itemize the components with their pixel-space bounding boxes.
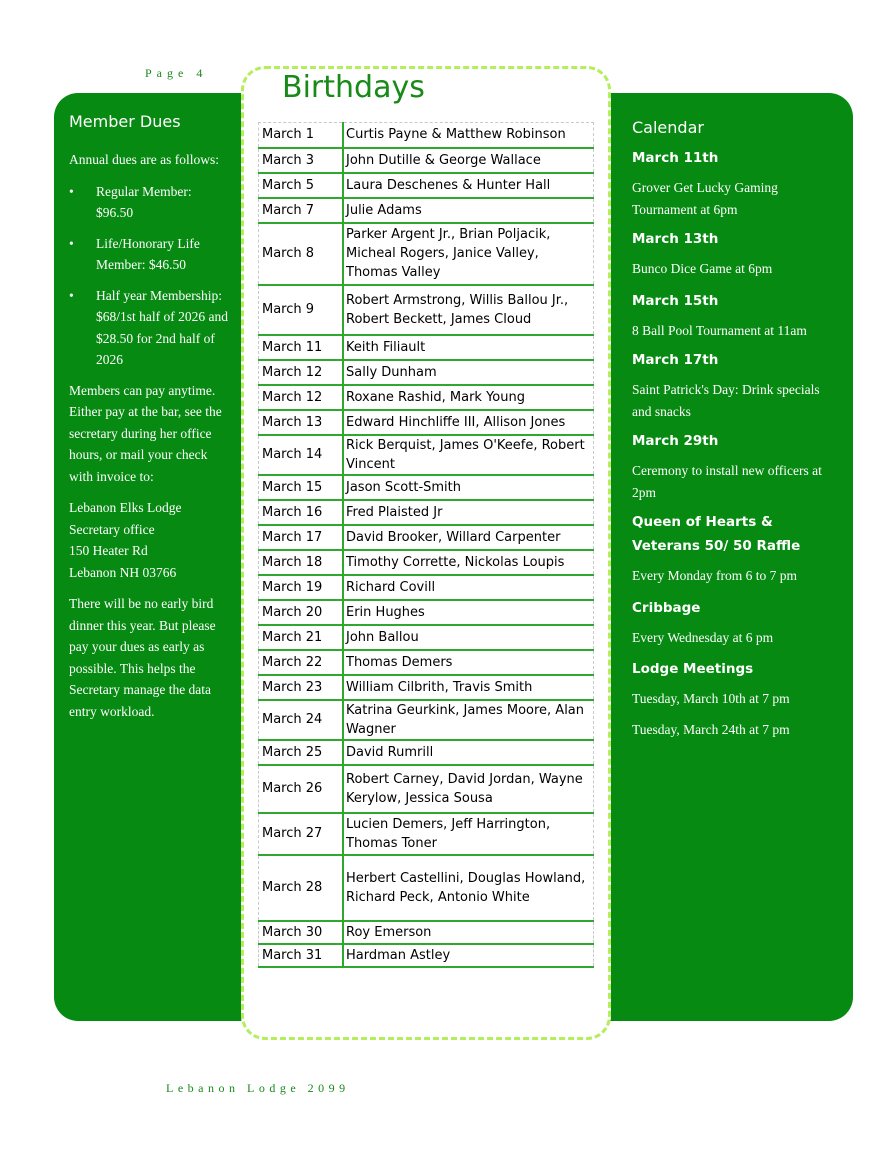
birthday-row [259, 765, 594, 813]
birthday-row [259, 813, 594, 855]
birthday-date: March 3 [259, 148, 344, 173]
birthday-date: March 13 [259, 410, 344, 435]
birthday-date: March 24 [259, 700, 344, 740]
birthday-names: Julie Adams [343, 198, 594, 223]
dues-item: • Half year Membership: $68/1st half of 2026 and $28.50 for 2nd half of 2026 [69, 285, 229, 371]
birthday-date: March 28 [259, 855, 344, 921]
birthday-names: Sally Dunham [343, 360, 594, 385]
birthday-names: John Ballou [343, 625, 594, 650]
member-dues-section [69, 112, 229, 732]
birthday-row [259, 475, 594, 500]
birthday-names: Timothy Corrette, Nickolas Loupis [343, 550, 594, 575]
page-number: Page 4 [145, 66, 208, 80]
event-date: March 15th [632, 292, 719, 309]
birthday-names: David Rumrill [343, 740, 594, 765]
bullet-icon: • [69, 287, 74, 303]
member-dues-heading: Member Dues [69, 112, 181, 131]
birthday-names: Roxane Rashid, Mark Young [343, 385, 594, 410]
raffle-heading-line1: Queen of Hearts & [632, 514, 773, 530]
dues-note: There will be no early bird dinner this year. But please pay your dues as early as possible. This helps the Secretary manage the data entry workload. [69, 596, 216, 719]
birthday-date: March 5 [259, 173, 344, 198]
birthday-row [259, 944, 594, 967]
bullet-icon: • [69, 235, 74, 251]
birthday-row [259, 700, 594, 740]
birthdays-table [258, 122, 594, 968]
birthday-date: March 11 [259, 335, 344, 360]
birthday-row [259, 855, 594, 921]
birthday-row [259, 360, 594, 385]
birthday-date: March 30 [259, 921, 344, 944]
event-description: 8 Ball Pool Tournament at 11am [632, 322, 807, 338]
birthday-names: Laura Deschenes & Hunter Hall [343, 173, 594, 198]
birthday-names: John Dutille & George Wallace [343, 148, 594, 173]
birthday-date: March 15 [259, 475, 344, 500]
event-description: Bunco Dice Game at 6pm [632, 261, 773, 276]
bullet-icon: • [69, 183, 74, 199]
dues-intro: Annual dues are as follows: [69, 152, 219, 167]
birthday-date: March 27 [259, 813, 344, 855]
birthday-names: Richard Covill [343, 575, 594, 600]
birthday-names: Herbert Castellini, Douglas Howland, Richard Peck, Antonio White [343, 855, 594, 921]
birthday-date: March 23 [259, 675, 344, 700]
birthday-row [259, 335, 594, 360]
birthday-row [259, 650, 594, 675]
birthday-date: March 26 [259, 765, 344, 813]
footer-lodge-name: Lebanon Lodge 2099 [166, 1081, 350, 1095]
lodge-meeting-item: Tuesday, March 10th at 7 pm [632, 691, 790, 706]
birthday-row [259, 740, 594, 765]
birthday-row [259, 173, 594, 198]
birthdays-title: Birthdays [282, 70, 425, 105]
birthday-row [259, 223, 594, 285]
birthday-date: March 18 [259, 550, 344, 575]
birthday-date: March 17 [259, 525, 344, 550]
birthday-date: March 12 [259, 360, 344, 385]
birthday-names: Robert Armstrong, Willis Ballou Jr., Robert Beckett, James Cloud [343, 285, 594, 335]
birthday-date: March 25 [259, 740, 344, 765]
birthday-names: Curtis Payne & Matthew Robinson [343, 123, 594, 148]
birthday-row [259, 625, 594, 650]
birthday-names: Erin Hughes [343, 600, 594, 625]
cribbage-heading: Cribbage [632, 599, 701, 616]
birthday-date: March 16 [259, 500, 344, 525]
dues-item: • Regular Member: $96.50 [69, 181, 229, 224]
event-description: Saint Patrick's Day: Drink specials and snacks [632, 382, 820, 419]
birthday-row [259, 123, 594, 148]
birthday-names: Katrina Geurkink, James Moore, Alan Wagner [343, 700, 594, 740]
birthday-row [259, 435, 594, 475]
birthday-names: Lucien Demers, Jeff Harrington, Thomas Toner [343, 813, 594, 855]
calendar-heading: Calendar [632, 118, 704, 137]
birthday-row [259, 385, 594, 410]
event-date: March 29th [632, 433, 719, 449]
birthday-date: March 12 [259, 385, 344, 410]
birthday-row [259, 575, 594, 600]
birthday-names: David Brooker, Willard Carpenter [343, 525, 594, 550]
event-date: March 13th [632, 231, 719, 247]
birthday-date: March 14 [259, 435, 344, 475]
birthday-row [259, 500, 594, 525]
birthday-row [259, 921, 594, 944]
birthday-row [259, 148, 594, 173]
calendar-section [632, 118, 832, 753]
birthday-date: March 7 [259, 198, 344, 223]
birthday-row [259, 600, 594, 625]
birthday-date: March 9 [259, 285, 344, 335]
birthday-date: March 1 [259, 123, 344, 148]
birthday-names: Rick Berquist, James O'Keefe, Robert Vincent [343, 435, 594, 475]
cribbage-schedule: Every Wednesday at 6 pm [632, 629, 774, 645]
birthday-row [259, 198, 594, 223]
birthday-row [259, 285, 594, 335]
birthday-date: March 22 [259, 650, 344, 675]
birthday-row [259, 525, 594, 550]
birthday-date: March 8 [259, 223, 344, 285]
event-description: Ceremony to install new officers at 2pm [632, 463, 822, 500]
event-description: Grover Get Lucky Gaming Tournament at 6pm [632, 180, 778, 217]
event-date: March 11th [632, 150, 719, 166]
birthday-names: Jason Scott-Smith [343, 475, 594, 500]
birthday-date: March 20 [259, 600, 344, 625]
birthday-date: March 19 [259, 575, 344, 600]
birthday-names: Fred Plaisted Jr [343, 500, 594, 525]
lodge-meetings-heading: Lodge Meetings [632, 661, 754, 677]
birthday-names: Robert Carney, David Jordan, Wayne Kerylow, Jessica Sousa [343, 765, 594, 813]
birthday-names: William Cilbrith, Travis Smith [343, 675, 594, 700]
birthday-row [259, 675, 594, 700]
birthday-names: Hardman Astley [343, 944, 594, 967]
raffle-schedule: Every Monday from 6 to 7 pm [632, 568, 797, 583]
event-date: March 17th [632, 352, 719, 368]
birthday-names: Roy Emerson [343, 921, 594, 944]
mailing-address: Lebanon Elks Lodge Secretary office 150 Heater Rd Lebanon NH 03766 [69, 500, 182, 580]
birthday-date: March 21 [259, 625, 344, 650]
dues-list [69, 181, 229, 371]
birthday-names: Keith Filiault [343, 335, 594, 360]
dues-item: • Life/Honorary Life Member: $46.50 [69, 233, 229, 276]
birthday-date: March 31 [259, 944, 344, 967]
lodge-meeting-item: Tuesday, March 24th at 7 pm [632, 721, 790, 737]
birthday-names: Thomas Demers [343, 650, 594, 675]
birthday-row [259, 550, 594, 575]
birthday-names: Edward Hinchliffe III, Allison Jones [343, 410, 594, 435]
birthday-row [259, 410, 594, 435]
pay-instructions: Members can pay anytime. Either pay at the bar, see the secretary during her office hours, or mail your check with invoice to: [69, 382, 222, 484]
raffle-heading-line2: Veterans 50/ 50 Raffle [632, 538, 801, 554]
birthday-names: Parker Argent Jr., Brian Poljacik, Micheal Rogers, Janice Valley, Thomas Valley [343, 223, 594, 285]
